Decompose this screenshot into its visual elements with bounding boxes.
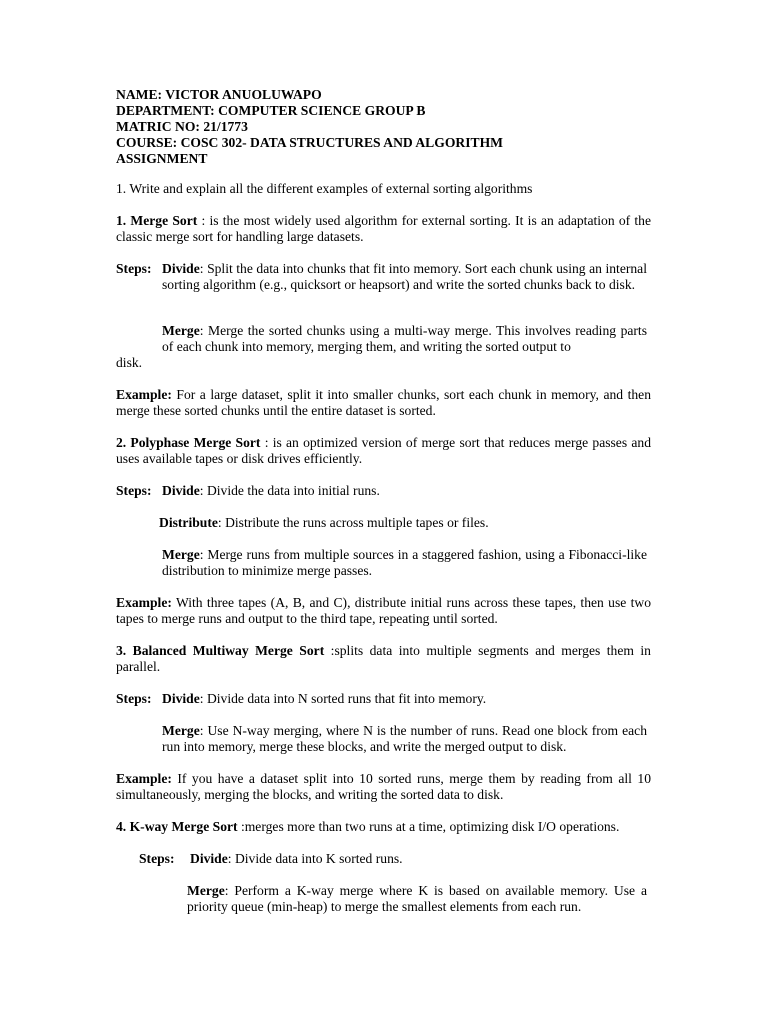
section-1-title: 1. Merge Sort	[116, 213, 198, 228]
section-1-step-divide: Divide: Split the data into chunks that fit into memory. Sort each chunk using an internal sorting algorithm (e.g., quicksort or heapsort) and write the sorted chunks back to disk.	[162, 261, 647, 292]
matric-number: MATRIC NO: 21/1773	[116, 119, 248, 134]
document-header	[116, 87, 656, 167]
section-2-intro: 2. Polyphase Merge Sort : is an optimized version of merge sort that reduces merge passes and uses available tapes or disk drives efficiently.	[116, 435, 651, 466]
section-4-step-divide: Divide: Divide data into K sorted runs.	[190, 851, 403, 866]
department: DEPARTMENT: COMPUTER SCIENCE GROUP B	[116, 103, 426, 118]
section-4-intro: 4. K-way Merge Sort :merges more than two runs at a time, optimizing disk I/O operations.	[116, 819, 620, 834]
section-2-step-merge: Merge: Merge runs from multiple sources in a staggered fashion, using a Fibonacci-like distribution to minimize merge passes.	[162, 547, 647, 578]
section-3-steps-label: Steps:	[116, 691, 152, 706]
section-3-title: 3. Balanced Multiway Merge Sort	[116, 643, 325, 658]
section-1-step-merge-tail: disk.	[116, 355, 143, 370]
course: COURSE: COSC 302- DATA STRUCTURES AND ALGORITHM	[116, 135, 503, 150]
section-1-step-merge: Merge: Merge the sorted chunks using a multi-way merge. This involves reading parts of each chunk into memory, merging them, and writing the sorted output to	[162, 323, 647, 354]
section-2-step-distribute: Distribute: Distribute the runs across multiple tapes or files.	[159, 515, 489, 530]
section-3-step-divide: Divide: Divide data into N sorted runs that fit into memory.	[162, 691, 487, 706]
section-2-step-divide: Divide: Divide the data into initial runs.	[162, 483, 380, 498]
section-1-steps-label: Steps:	[116, 261, 152, 276]
section-3-example: Example: If you have a dataset split into 10 sorted runs, merge them by reading from all 10 simultaneously, merging the blocks, and writing the sorted data to disk.	[116, 771, 651, 802]
section-3-intro: 3. Balanced Multiway Merge Sort :splits data into multiple segments and merges them in parallel.	[116, 643, 651, 674]
section-1-intro: 1. Merge Sort : is the most widely used algorithm for external sorting. It is an adaptation of the classic merge sort for handling large datasets.	[116, 213, 651, 244]
section-4-step-merge: Merge: Perform a K-way merge where K is based on available memory. Use a priority queue (min-heap) to merge the smallest elements from each run.	[187, 883, 647, 914]
student-name: NAME: VICTOR ANUOLUWAPO	[116, 87, 322, 102]
section-4-title: 4. K-way Merge Sort	[116, 819, 238, 834]
section-2-title: 2. Polyphase Merge Sort	[116, 435, 261, 450]
section-2-steps-label: Steps:	[116, 483, 152, 498]
section-1-example: Example: For a large dataset, split it into smaller chunks, sort each chunk in memory, and then merge these sorted chunks until the entire dataset is sorted.	[116, 387, 651, 418]
assignment-label: ASSIGNMENT	[116, 151, 208, 166]
section-4-steps-label: Steps:	[139, 851, 175, 866]
question: 1. Write and explain all the different examples of external sorting algorithms	[116, 181, 533, 196]
section-3-step-merge: Merge: Use N-way merging, where N is the number of runs. Read one block from each run into memory, merge these blocks, and write the merged output to disk.	[162, 723, 647, 754]
section-2-example: Example: With three tapes (A, B, and C), distribute initial runs across these tapes, then use two tapes to merge runs and output to the third tape, repeating until sorted.	[116, 595, 651, 626]
